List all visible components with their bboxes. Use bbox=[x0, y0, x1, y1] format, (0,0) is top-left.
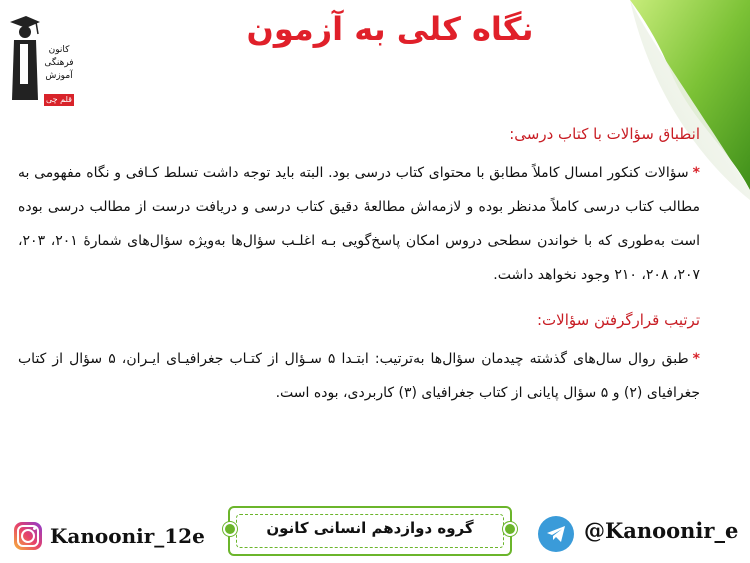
kanoon-logo bbox=[6, 14, 74, 104]
logo-line: فرهنگی bbox=[44, 58, 74, 68]
logo-text bbox=[42, 44, 76, 83]
section-paragraph bbox=[18, 342, 700, 410]
content bbox=[18, 118, 700, 410]
section-heading: انطباق سؤالات با کتاب درسی: bbox=[509, 125, 700, 143]
telegram-handle[interactable]: @Kanoonir_e bbox=[584, 518, 739, 543]
telegram-icon[interactable] bbox=[538, 516, 574, 552]
group-label: گروه دوازدهم انسانی کانون bbox=[266, 519, 474, 537]
footer bbox=[0, 500, 750, 563]
logo-tag: قلم چی bbox=[44, 94, 74, 106]
section-heading: ترتیب قرارگرفتن سؤالات: bbox=[536, 311, 700, 329]
group-badge bbox=[228, 506, 512, 556]
graduate-figure-icon bbox=[6, 14, 40, 100]
logo-line: آموزش bbox=[45, 71, 73, 81]
page-title: نگاه کلی به آزمون bbox=[246, 10, 534, 48]
logo-line: کانون bbox=[48, 45, 70, 55]
bullet-star: * bbox=[692, 351, 700, 367]
paragraph-text: سؤالات کنکور امسال کاملاً مطابق با محتوای کتاب درسی بود. البته باید توجه داشت تسلط کـافی و نگاه مفهومی به مطالب کتاب درسی کاملاً مدنظر بوده و لازمه‌اش مطالعهٔ دقیق کتاب درسی و دریافت درست از مطالب درسی بوده است به‌طوری که با خواندن سطحی دروس امکان پاسخ‌گویی بـه اغلـب سؤال‌ها به‌ویژه سؤال‌های شمارهٔ ۲۰۱، ۲۰۳، ۲۰۷، ۲۰۸، ۲۱۰ وجود نخواهد داشت. bbox=[18, 165, 700, 283]
section-paragraph bbox=[18, 156, 700, 292]
paragraph-text: طبق روال سال‌های گذشته چیدمان سؤال‌ها به‌ترتیب: ابتـدا ۵ سـؤال از کتـاب جغرافیـای ایـران، ۵ سؤال از کتاب جغرافیای (۲) و ۵ سؤال پایانی از کتاب جغرافیای (۳) کاربردی، بوده است. bbox=[18, 351, 700, 401]
instagram-handle[interactable]: Kanoonir_12e bbox=[50, 524, 205, 548]
instagram-icon[interactable] bbox=[14, 522, 42, 550]
bullet-star: * bbox=[692, 165, 700, 181]
